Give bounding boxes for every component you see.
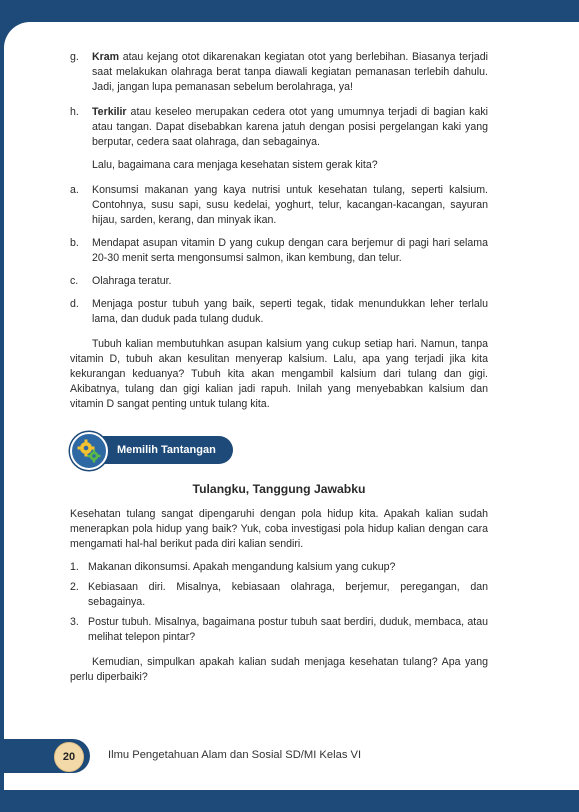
book-title: Ilmu Pengetahuan Alam dan Sosial SD/MI Kelas VI bbox=[108, 749, 362, 761]
list-item-kram bbox=[70, 50, 488, 95]
calcium-paragraph: Tubuh kalian membutuhkan asupan kalsium yang cukup setiap hari. Namun, tanpa vitamin D, tubuh akan kesulitan menyerap kalsium. Lalu, apa yang terjadi jika kita kekurangan keduanya? Tubuh kita akan mengambil kalsium dari tulang dan gigi. Akibatnya, tulang dan gigi kalian jadi rapuh. Inilah yang menyebabkan kalsium dan vitamin D sangat penting untuk tulang kita. bbox=[70, 338, 488, 410]
list-marker: h. bbox=[70, 106, 79, 118]
gears-icon bbox=[70, 432, 108, 470]
term-terkilir: Terkilir bbox=[92, 106, 127, 118]
care-question: Lalu, bagaimana cara menjaga kesehatan sistem gerak kita? bbox=[92, 159, 378, 171]
list-marker: g. bbox=[70, 51, 79, 63]
list-marker: 1. bbox=[70, 561, 79, 573]
top-band bbox=[0, 0, 579, 22]
list-item-terkilir bbox=[70, 105, 488, 150]
page-content bbox=[70, 50, 488, 685]
badge-label: Memilih Tantangan bbox=[85, 436, 233, 464]
list-marker: a. bbox=[70, 184, 79, 196]
list-marker: d. bbox=[70, 298, 79, 310]
care-item-text: Menjaga postur tubuh yang baik, seperti tegak, tidak menundukkan leher terlalu lama, dan duduk pada tulang duduk. bbox=[92, 298, 488, 325]
page-number: 20 bbox=[54, 742, 84, 772]
care-item-text: Olahraga teratur. bbox=[92, 275, 172, 287]
list-marker: 2. bbox=[70, 581, 79, 593]
intro-paragraph: Kesehatan tulang sangat dipengaruhi dengan pola hidup kita. Apakah kalian sudah menerapkan pola hidup yang baik? Yuk, coba investigasi pola hidup kalian dengan cara mengamati hal-hal berikut pada diri kalian sendiri. bbox=[70, 508, 488, 550]
definition-kram: atau kejang otot dikarenakan kegiatan otot yang berlebihan. Biasanya terjadi saat melakukan olahraga berat tanpa diawali kegiatan pemanasan terlebih dahulu. Jadi, jangan lupa pemanasan sebelum berolahraga, ya! bbox=[92, 51, 488, 93]
care-item-text: Mendapat asupan vitamin D yang cukup dengan cara berjemur di pagi hari selama 20-30 menit serta mengonsumsi salmon, ikan kembung, dan telur. bbox=[92, 237, 488, 264]
care-item bbox=[70, 183, 488, 228]
care-item-text: Konsumsi makanan yang kaya nutrisi untuk kesehatan tulang, seperti kalsium. Contohnya, susu sapi, susu kedelai, yoghurt, telur, kacangan-kacangan, sayuran hijau, sarden, kerang, dan minyak ikan. bbox=[92, 184, 488, 226]
section-title: Tulangku, Tanggung Jawabku bbox=[192, 482, 366, 496]
numbered-item bbox=[70, 615, 488, 645]
care-item bbox=[70, 236, 488, 266]
bottom-band bbox=[0, 790, 579, 812]
list-marker: c. bbox=[70, 275, 79, 287]
care-item bbox=[70, 297, 488, 327]
list-marker: b. bbox=[70, 237, 79, 249]
numbered-item bbox=[70, 560, 488, 575]
conclusion-paragraph: Kemudian, simpulkan apakah kalian sudah menjaga kesehatan tulang? Apa yang perlu diperbaiki? bbox=[70, 656, 488, 683]
numbered-item-text: Makanan dikonsumsi. Apakah mengandung kalsium yang cukup? bbox=[88, 561, 396, 573]
numbered-item-text: Kebiasaan diri. Misalnya, kebiasaan olahraga, berjemur, peregangan, dan sebagainya. bbox=[88, 581, 488, 608]
care-item bbox=[70, 274, 488, 289]
term-kram: Kram bbox=[92, 51, 120, 63]
numbered-item bbox=[70, 580, 488, 610]
numbered-item-text: Postur tubuh. Misalnya, bagaimana postur tubuh saat berdiri, duduk, membaca, atau melihat telepon pintar? bbox=[88, 616, 488, 643]
challenge-badge bbox=[70, 432, 488, 468]
list-marker: 3. bbox=[70, 616, 79, 628]
definition-terkilir: atau keseleo merupakan cedera otot yang umumnya terjadi di bagian kaki atau tangan. Dapat disebabkan karena jatuh dengan posisi pergelangan kaki yang berputar, cedera saat olahraga, dan sebagainya. bbox=[92, 106, 488, 148]
